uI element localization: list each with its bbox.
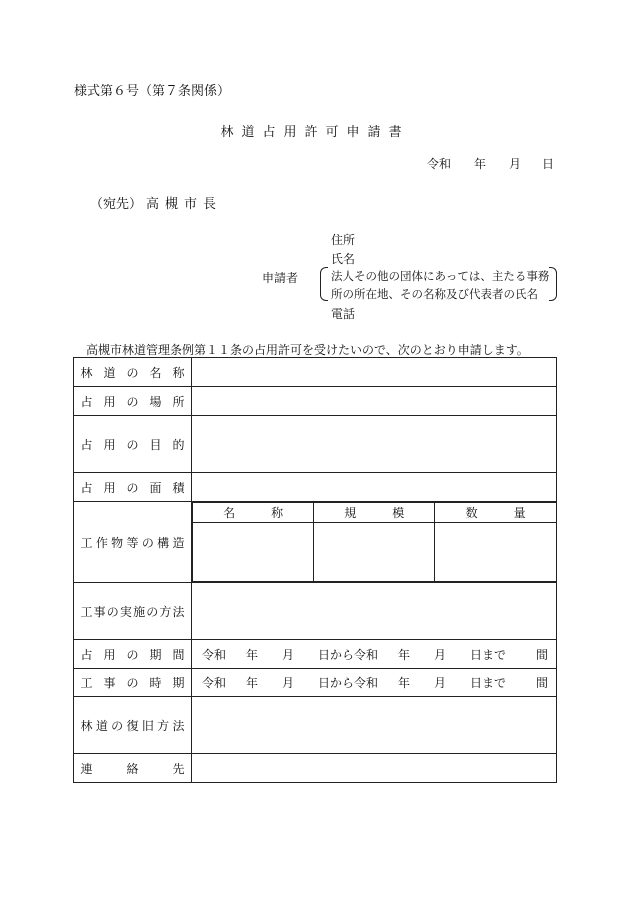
period-from: 日から令和 <box>318 647 379 662</box>
date-month: 月 <box>509 157 522 171</box>
input-restoration[interactable] <box>192 697 557 754</box>
application-table <box>73 357 557 783</box>
row-restoration <box>74 697 557 754</box>
left-bracket <box>320 267 328 301</box>
header-quantity: 数量 <box>465 506 526 520</box>
period-year: 年 <box>246 647 259 662</box>
label-road-name: 林道の名称 <box>80 365 185 380</box>
form-number: 様式第６号（第７条関係） <box>74 84 231 99</box>
application-statement: 高槻市林道管理条例第１１条の占用許可を受けたいので、次のとおり申請します。 <box>86 343 529 357</box>
input-structure-quantity[interactable] <box>435 523 556 582</box>
input-structure-name[interactable] <box>193 523 314 582</box>
label-structure: 工作物等の構造 <box>80 535 185 550</box>
timing-year-2: 年 <box>398 676 411 690</box>
timing-duration: 間 <box>535 676 548 690</box>
applicant-label: 申請者 <box>262 271 299 285</box>
row-structure <box>74 502 557 583</box>
applicant-note-line2: 所の所在地、その名称及び代表者の氏名 <box>331 287 538 301</box>
row-contact <box>74 754 557 783</box>
row-timing <box>74 669 557 697</box>
label-area: 占用の面積 <box>80 480 185 495</box>
label-location: 占用の場所 <box>80 394 185 409</box>
row-purpose <box>74 416 557 473</box>
row-method <box>74 583 557 640</box>
right-bracket <box>549 267 557 301</box>
timing-from: 日から令和 <box>318 676 379 690</box>
input-road-name[interactable] <box>192 358 557 387</box>
addressee-name: 高槻市長 <box>146 197 223 212</box>
timing-until: 日まで <box>470 676 507 690</box>
timing-year: 年 <box>246 676 259 690</box>
period-era: 令和 <box>202 647 227 662</box>
input-location[interactable] <box>192 387 557 416</box>
applicant-address-label: 住所 <box>331 233 356 247</box>
applicant-phone-label: 電話 <box>331 307 356 321</box>
timing-month-2: 月 <box>434 676 447 690</box>
period-month-2: 月 <box>434 647 447 662</box>
timing-era: 令和 <box>202 676 227 690</box>
label-restoration: 林道の復旧方法 <box>80 718 185 733</box>
row-area <box>74 473 557 502</box>
input-structure-scale[interactable] <box>314 523 435 582</box>
label-method: 工事の実施の方法 <box>80 604 185 619</box>
label-purpose: 占用の目的 <box>80 437 185 452</box>
structure-subtable <box>192 502 556 582</box>
input-method[interactable] <box>192 583 557 640</box>
row-period <box>74 640 557 669</box>
timing-month: 月 <box>282 676 295 690</box>
period-month: 月 <box>282 647 295 662</box>
date-era: 令和 <box>427 157 452 171</box>
label-contact: 連絡先 <box>80 761 185 776</box>
date-year: 年 <box>474 157 487 171</box>
row-road-name <box>74 358 557 387</box>
period-year-2: 年 <box>398 647 411 662</box>
input-area[interactable] <box>192 473 557 502</box>
form-title: 林道占用許可申請書 <box>220 125 410 140</box>
input-timing[interactable] <box>192 669 557 697</box>
input-period[interactable] <box>192 640 557 669</box>
input-purpose[interactable] <box>192 416 557 473</box>
date-day: 日 <box>542 157 555 171</box>
input-contact[interactable] <box>192 754 557 783</box>
addressee <box>90 193 222 212</box>
header-scale: 規模 <box>344 506 405 520</box>
header-name: 名称 <box>223 506 284 520</box>
period-duration: 間 <box>535 647 548 662</box>
applicant-name-label: 氏名 <box>331 252 356 266</box>
addressee-prefix: （宛先） <box>90 197 143 212</box>
period-until: 日まで <box>470 647 507 662</box>
label-period: 占用の期間 <box>80 647 185 662</box>
label-timing: 工事の時期 <box>80 676 185 690</box>
row-location <box>74 387 557 416</box>
applicant-note-line1: 法人その他の団体にあっては、主たる事務 <box>331 269 550 283</box>
